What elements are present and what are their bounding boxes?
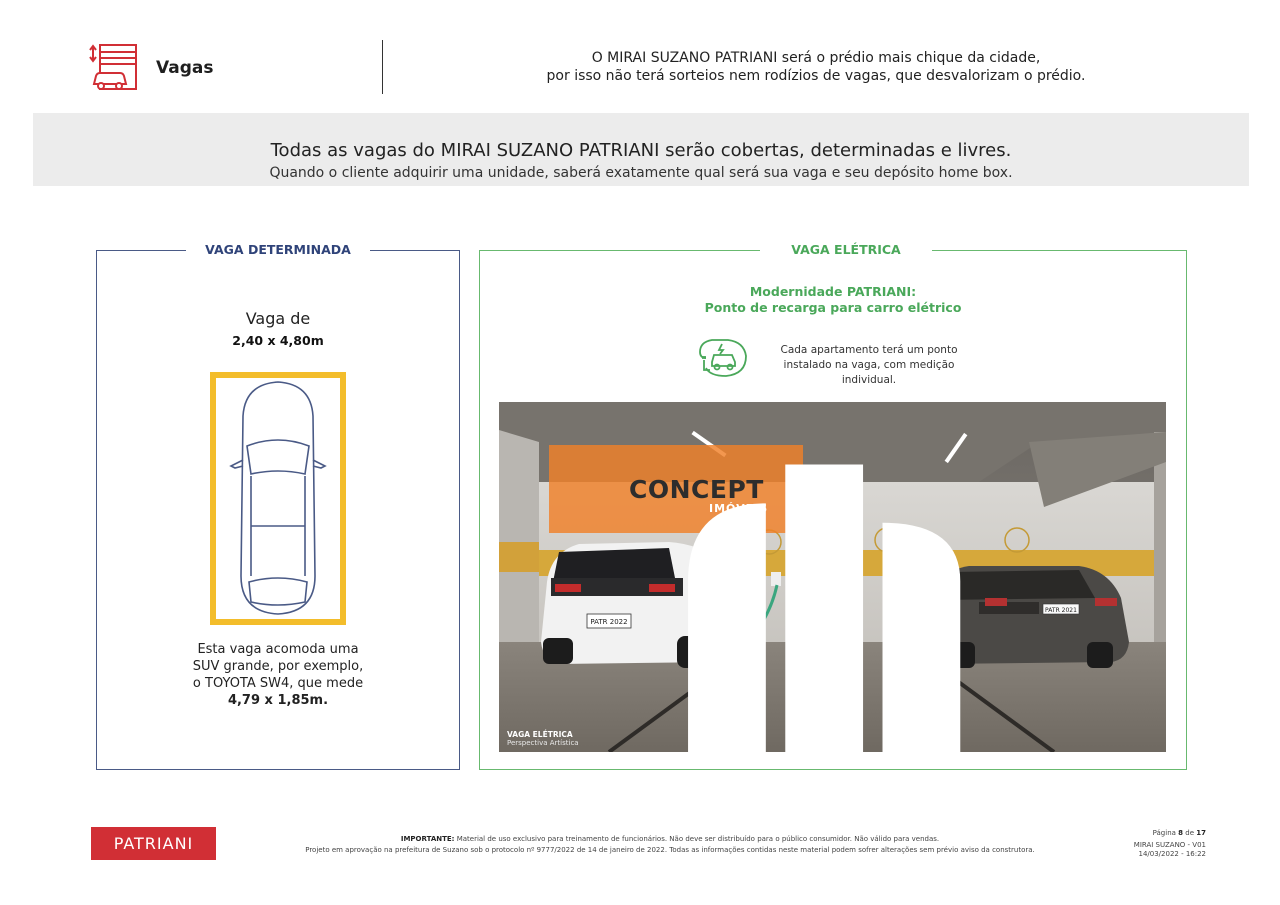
page-total: 17 [1196,829,1206,837]
vaga-desc-line3: o TOYOTA SW4, que mede [192,676,364,691]
photo-caption-subtitle: Perspectiva Artística [507,739,579,747]
document-date: 14/03/2022 - 16:22 [1138,850,1206,858]
banner-subline: Quando o cliente adquirir uma unidade, saberá exatamente qual será sua vaga e seu depósito home box. [269,165,1013,181]
page-of: de [1185,829,1195,837]
legal-line1-text: Material de uso exclusivo para treinamento de funcionários. Não deve ser distribuído para o público consumidor. Não válido para vendas. [456,835,940,843]
ev-description [758,343,980,388]
plate-left-text: PATR 2022 [590,618,628,626]
modernidade-heading: Modernidade PATRIANI: [749,284,917,299]
vaga-eletrica-title: VAGA ELÉTRICA [760,242,932,257]
patriani-logo: PATRIANI [91,827,216,860]
watermark-sub: IMÓVEIS [709,502,769,515]
vaga-desc-line2: SUV grande, por exemplo, [192,659,364,674]
project-version: MIRAI SUZANO - V01 [1133,841,1206,849]
vaga-determinada-title: VAGA DETERMINADA [186,242,370,257]
ev-text-line2: instalado na vaga, com medição individual. [783,359,955,386]
info-banner [33,113,1249,186]
page-prefix: Página [1152,829,1176,837]
recarga-heading: Ponto de recarga para carro elétrico [704,300,962,315]
ev-charging-icon [698,338,748,378]
header-note [440,49,1192,85]
vaga-description [96,641,460,709]
legal-bold-label: IMPORTANTE: [400,835,455,843]
vaga-label: Vaga de [245,309,311,328]
watermark-logo [549,445,803,533]
garage-render-image [499,402,1166,752]
legal-disclaimer [270,834,1070,856]
ev-text-line1: Cada apartamento terá um ponto [780,344,958,356]
vaga-desc-line4: 4,79 x 1,85m. [227,693,329,708]
banner-headline: Todas as vagas do MIRAI SUZANO PATRIANI serão cobertas, determinadas e livres. [270,140,1012,161]
page-number [1080,829,1206,838]
vaga-desc-line1: Esta vaga acomoda uma [197,642,359,657]
legal-line2: Projeto em aprovação na prefeitura de Suzano sob o protocolo nº 9777/2022 de 14 de janeiro de 2022. Todas as informações contidas neste material podem sofrer alterações sem prévio aviso da construtora. [305,846,1035,854]
header-note-line1: O MIRAI SUZANO PATRIANI será o prédio mais chique da cidade, [591,50,1041,66]
page-title: Vagas [156,58,214,78]
photo-caption-title: VAGA ELÉTRICA [507,730,573,739]
watermark-name: CONCEPT [629,475,764,504]
header-divider [382,40,383,94]
plate-right-text: PATR 2021 [1045,607,1077,614]
garage-car-icon [88,42,140,92]
page-current: 8 [1178,829,1184,837]
vaga-dimensions: 2,40 x 4,80m [232,333,324,348]
car-topview-icon [225,376,331,620]
legal-line1 [270,834,1070,845]
page-info [1080,829,1206,859]
header-note-line2: por isso não terá sorteios nem rodízios de vagas, que desvalorizam o prédio. [546,68,1086,84]
